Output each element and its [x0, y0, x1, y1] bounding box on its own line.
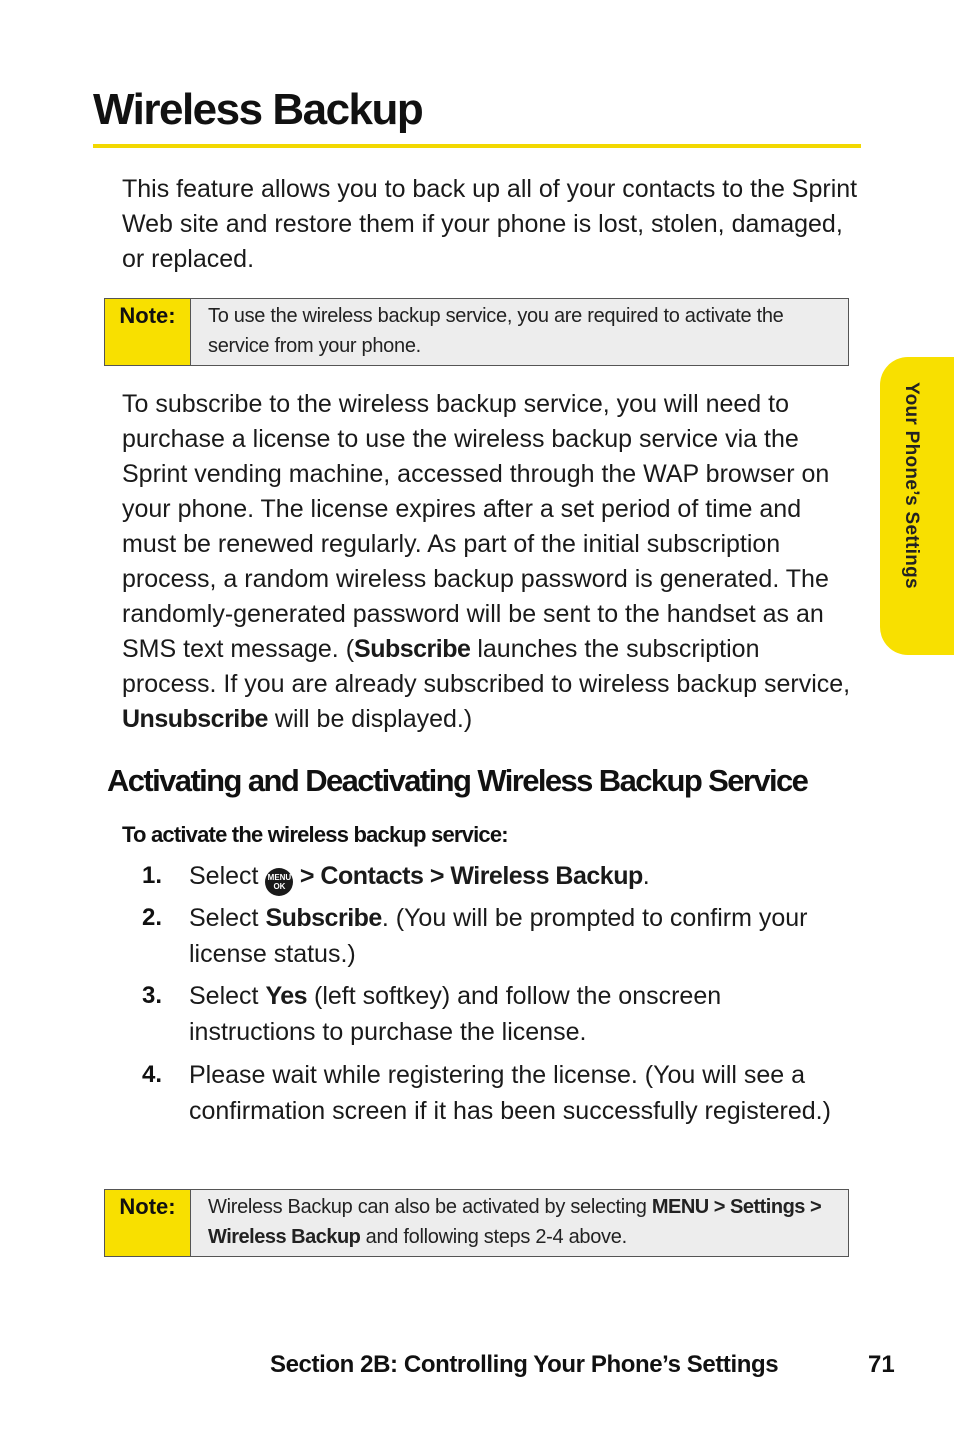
step-text: (left softkey) and follow the onscreen instructions to purchase the license. [189, 982, 722, 1046]
instructions-intro: To activate the wireless backup service: [122, 822, 508, 847]
page-title: Wireless Backup [93, 85, 423, 134]
subscription-paragraph [122, 387, 857, 737]
yes-term: Yes [265, 982, 308, 1010]
paragraph-text: To subscribe to the wireless backup service, you will need to purchase a license to use the wireless backup service via the Sprint vending machine, accessed through the WAP browser on your phone. The license expires after a set period of time and must be renewed regularly. As part of the initial subscription process, a random wireless backup password is generated. The randomly-generated password will be sent to the handset as an SMS text message. ( [122, 390, 830, 663]
section-heading: Activating and Deactivating Wireless Backup Service [107, 763, 808, 798]
paragraph-text: launches the subscription process. If you are already subscribed to wireless backup service, [122, 635, 851, 698]
menu-icon-label: MENU [267, 873, 292, 882]
unsubscribe-term: Unsubscribe [122, 705, 268, 733]
note-text-part: and following steps 2-4 above. [360, 1226, 627, 1248]
menu-ok-key-icon [265, 868, 293, 896]
note-text [208, 1192, 836, 1252]
step-3-text [189, 978, 849, 1050]
intro-paragraph: This feature allows you to back up all of your contacts to the Sprint Web site and restore them if your phone is lost, stolen, damaged, or replaced. [122, 175, 858, 273]
note-box [104, 298, 849, 366]
step-text: Select [189, 982, 266, 1010]
step-number: 4. [142, 1061, 163, 1088]
footer-section-title: Section 2B: Controlling Your Phone’s Settings [270, 1351, 779, 1378]
title-underline [93, 144, 861, 148]
ok-icon-label: OK [273, 882, 286, 891]
side-tab-label: Your Phone’s Settings [901, 382, 922, 589]
step-text: Select [189, 904, 266, 932]
note-text-part: Wireless Backup can also be activated by selecting [208, 1196, 652, 1218]
section-side-tab [880, 357, 954, 655]
menu-path: > Contacts > Wireless Backup [293, 862, 643, 890]
step-text: Select [189, 862, 266, 890]
note-text: To use the wireless backup service, you are required to activate the service from your phone. [208, 305, 784, 357]
step-number: 2. [142, 904, 163, 931]
step-1-text [189, 858, 849, 896]
step-number: 3. [142, 982, 163, 1009]
page-number: 71 [868, 1351, 895, 1378]
menu-path: MENU > Settings > Wireless Backup [208, 1196, 822, 1248]
step-text: . (You will be prompted to confirm your license status.) [189, 904, 808, 968]
note-label: Note: [105, 299, 191, 365]
subscribe-term: Subscribe [354, 635, 471, 663]
note-box [104, 1189, 849, 1257]
subscribe-term: Subscribe [265, 904, 382, 932]
step-number: 1. [142, 862, 163, 889]
step-2-text [189, 900, 849, 972]
step-4-text: Please wait while registering the license. (You will see a confirmation screen if it has been successfully registered.) [189, 1061, 831, 1125]
note-label: Note: [105, 1190, 191, 1256]
step-text: . [642, 862, 650, 890]
paragraph-text: will be displayed.) [267, 705, 473, 733]
